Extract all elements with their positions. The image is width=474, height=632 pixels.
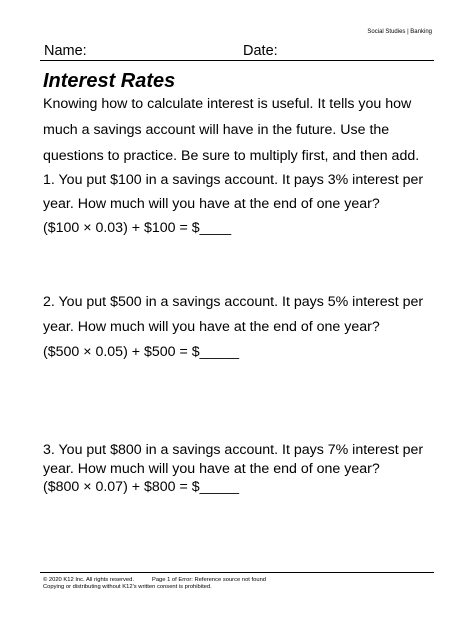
- page-title: Interest Rates: [43, 70, 176, 92]
- question-1-line-2: year. How much will you have at the end of one year?: [43, 196, 380, 212]
- question-2-line-2: year. How much will you have at the end of one year?: [43, 319, 380, 335]
- question-3-equation: ($800 × 0.07) + $800 = $_____: [43, 479, 240, 495]
- question-1-line-1: 1. You put $100 in a savings account. It pays 3% interest per: [43, 172, 424, 188]
- intro-line-1: Knowing how to calculate interest is useful. It tells you how: [43, 96, 412, 112]
- name-date-rule: [40, 60, 434, 61]
- footer-page-number: Page 1 of Error: Reference source not found: [151, 577, 267, 583]
- question-3-line-1: 3. You put $800 in a savings account. It pays 7% interest per: [43, 442, 424, 458]
- question-2-line-1: 2. You put $500 in a savings account. It pays 5% interest per: [43, 294, 424, 310]
- intro-line-3: questions to practice. Be sure to multiply first, and then add.: [43, 148, 420, 164]
- question-2-equation: ($500 × 0.05) + $500 = $_____: [43, 344, 240, 360]
- footer-rule: [40, 572, 434, 573]
- header-subject-tag: Social Studies | Banking: [367, 29, 432, 35]
- footer-notice: Copying or distributing without K12’s written consent is prohibited.: [43, 584, 212, 590]
- footer-copyright: © 2020 K12 Inc. All rights reserved.: [43, 577, 134, 583]
- question-1-equation: ($100 × 0.03) + $100 = $____: [43, 220, 232, 236]
- footer-line-1: [43, 577, 266, 583]
- name-label: Name:: [44, 43, 87, 59]
- question-3-line-2: year. How much will you have at the end of one year?: [43, 461, 380, 477]
- intro-line-2: much a savings account will have in the future. Use the: [43, 122, 390, 138]
- date-label: Date:: [243, 43, 278, 59]
